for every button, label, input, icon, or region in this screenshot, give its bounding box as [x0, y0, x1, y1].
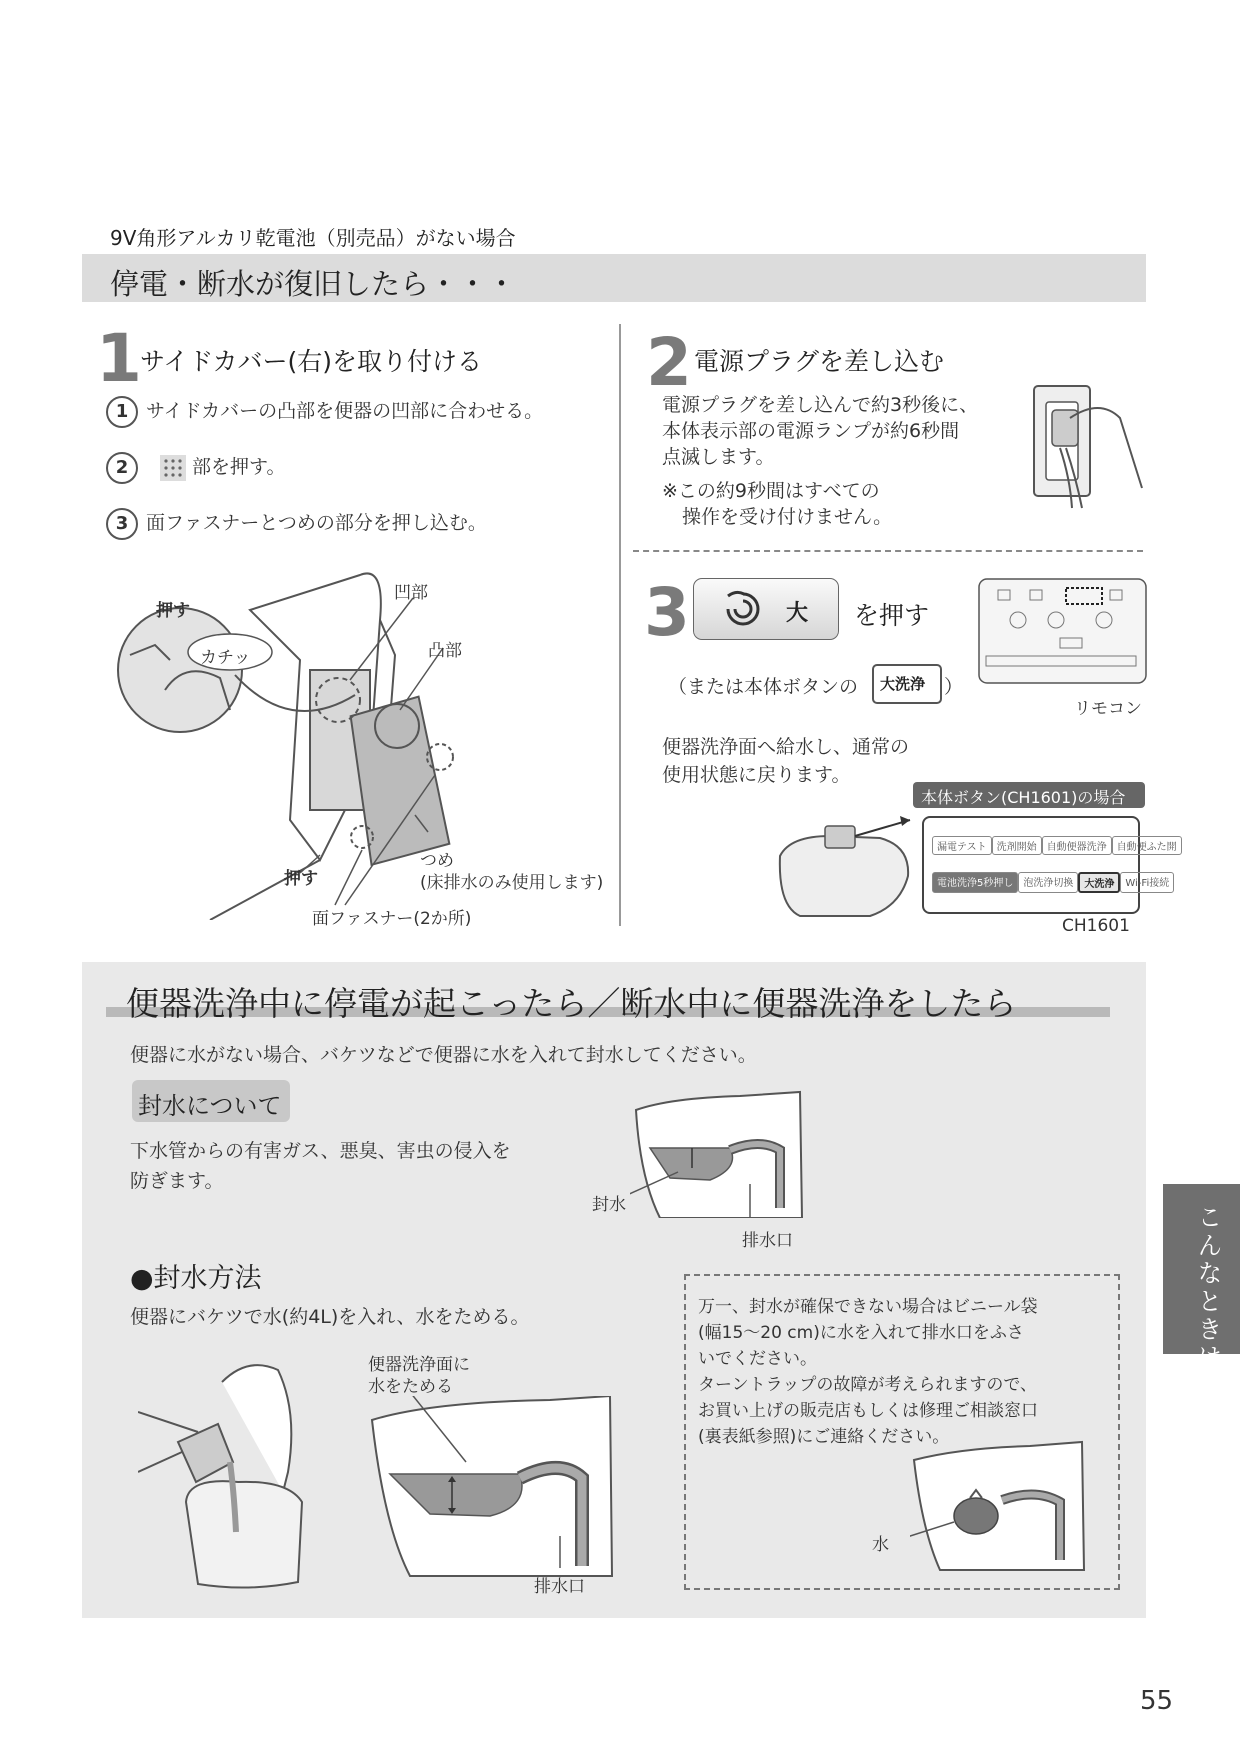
- label-fusui: 封水: [592, 1195, 626, 1215]
- step2-note-2: 操作を受け付けません。: [682, 506, 893, 528]
- fusui-line-1: 下水管からの有害ガス、悪臭、害虫の侵入を: [130, 1140, 511, 1162]
- step3-press-suffix: を押す: [854, 601, 930, 630]
- toilet-body-illustration: [770, 816, 920, 936]
- note-line-4: ターントラップの故障が考えられますので、: [698, 1375, 1037, 1395]
- bottom-title: 便器洗浄中に停電が起こったら／断水中に便器洗浄をしたら: [126, 984, 1017, 1023]
- method-title: ●封水方法: [130, 1263, 262, 1294]
- panel-button-jidou-futa: 自動便ふた開: [1112, 836, 1182, 855]
- fusui-toilet-cross-section: [630, 1088, 810, 1218]
- label-haisui: 排水口: [742, 1231, 793, 1251]
- bottom-intro: 便器に水がない場合、バケツなどで便器に水を入れて封水してください。: [130, 1044, 757, 1066]
- step1-item-3-text: 面ファスナーとつめの部分を押し込む。: [146, 512, 487, 534]
- label-water: 水: [872, 1535, 889, 1555]
- power-plug-illustration: [1030, 378, 1150, 518]
- panel-row-2: [932, 872, 1170, 893]
- panel-button-denchi: 電池洗浄5秒押し: [932, 872, 1018, 893]
- step1-heading: サイドカバー(右)を取り付ける: [140, 347, 483, 376]
- step2-line-2: 本体表示部の電源ランプが約6秒間: [662, 420, 960, 442]
- step3-number: 3: [644, 574, 690, 651]
- panel-button-awa: 泡洗浄切換: [1018, 872, 1078, 893]
- panel-button-daisenjo: 大洗浄: [1078, 872, 1120, 893]
- step1-number: 1: [96, 320, 142, 397]
- pre-title: 9V角形アルカリ乾電池（別売品）がない場合: [110, 226, 516, 250]
- label-push-2: 押す: [284, 869, 318, 889]
- flush-swirl-icon: [722, 588, 764, 630]
- step1-item-1: [106, 396, 543, 428]
- step1-item-3-number: 3: [106, 508, 138, 540]
- body-daisenjo-button-label: 大洗浄: [880, 675, 926, 693]
- label-haisui-2: 排水口: [534, 1577, 585, 1597]
- fusui-badge-label: 封水について: [138, 1092, 282, 1120]
- step3-alt-prefix: （または本体ボタンの: [668, 676, 859, 698]
- step1-item-3: [106, 508, 487, 540]
- note-line-6: (裏表紙参照)にご連絡ください。: [698, 1427, 950, 1447]
- tame-line-2: 水をためる: [368, 1377, 453, 1397]
- tame-line-1: 便器洗浄面に: [368, 1355, 470, 1375]
- step2-line-1: 電源プラグを差し込んで約3秒後に、: [662, 394, 979, 416]
- step3-alt-suffix: ）: [944, 676, 964, 698]
- note-line-5: お買い上げの販売店もしくは修理ご相談窓口: [698, 1401, 1038, 1421]
- model-label: CH1601: [1062, 916, 1130, 936]
- side-tab-label: こんなときは: [1194, 1204, 1223, 1372]
- dotted-area-icon: [160, 455, 186, 481]
- column-divider: [619, 324, 621, 926]
- section-title: 停電・断水が復旧したら・・・: [110, 267, 517, 301]
- note-line-3: いでください。: [698, 1349, 817, 1369]
- label-oubu: 凹部: [394, 583, 428, 603]
- bucket-pour-illustration: [138, 1352, 338, 1592]
- label-kachi: カチッ: [200, 648, 251, 668]
- body-button-panel: [922, 816, 1140, 914]
- tame-toilet-cross-section: [370, 1396, 620, 1596]
- step3-line-1: 便器洗浄面へ給水し、通常の: [662, 736, 910, 758]
- step2-number: 2: [646, 324, 692, 401]
- step1-item-2-number: 2: [106, 452, 138, 484]
- step1-item-2-text: 部を押す。: [192, 456, 286, 478]
- panel-row-1: [932, 836, 1177, 855]
- label-fastener: 面ファスナー(2か所): [312, 909, 472, 929]
- panel-button-senzai: 洗剤開始: [992, 836, 1042, 855]
- remote-label: リモコン: [1074, 699, 1142, 719]
- remote-control-illustration: [978, 578, 1148, 684]
- panel-button-jidou-senjo: 自動便器洗浄: [1042, 836, 1112, 855]
- fusui-line-2: 防ぎます。: [130, 1170, 224, 1192]
- label-tsume-note: (床排水のみ使用します): [420, 873, 604, 893]
- step2-note-1: ※この約9秒間はすべての: [662, 480, 880, 502]
- label-totsubu: 凸部: [428, 641, 462, 661]
- step1-item-1-number: 1: [106, 396, 138, 428]
- note-line-1: 万一、封水が確保できない場合はビニール袋: [698, 1297, 1038, 1317]
- step1-item-1-text: サイドカバーの凸部を便器の凹部に合わせる。: [146, 400, 544, 422]
- ch1601-tag-label: 本体ボタン(CH1601)の場合: [921, 788, 1126, 807]
- page-number: 55: [1140, 1686, 1174, 1716]
- flush-large-button-label: 大: [786, 601, 809, 626]
- step1-item-2: [106, 452, 286, 484]
- panel-button-wifi: Wi-Fi接続: [1120, 872, 1174, 893]
- label-push-1: 押す: [156, 601, 190, 621]
- step-divider: [633, 550, 1143, 552]
- label-tsume: つめ: [420, 851, 454, 871]
- flush-large-button[interactable]: [693, 578, 839, 640]
- panel-button-rouden: 漏電テスト: [932, 836, 992, 855]
- step2-heading: 電源プラグを差し込む: [694, 347, 945, 376]
- note-line-2: (幅15〜20 cm)に水を入れて排水口をふさ: [698, 1323, 1024, 1343]
- plastic-bag-toilet-illustration: [910, 1440, 1086, 1580]
- step3-line-2: 使用状態に戻ります。: [662, 764, 851, 786]
- step2-line-3: 点滅します。: [662, 446, 775, 468]
- method-text: 便器にバケツで水(約4L)を入れ、水をためる。: [130, 1306, 530, 1328]
